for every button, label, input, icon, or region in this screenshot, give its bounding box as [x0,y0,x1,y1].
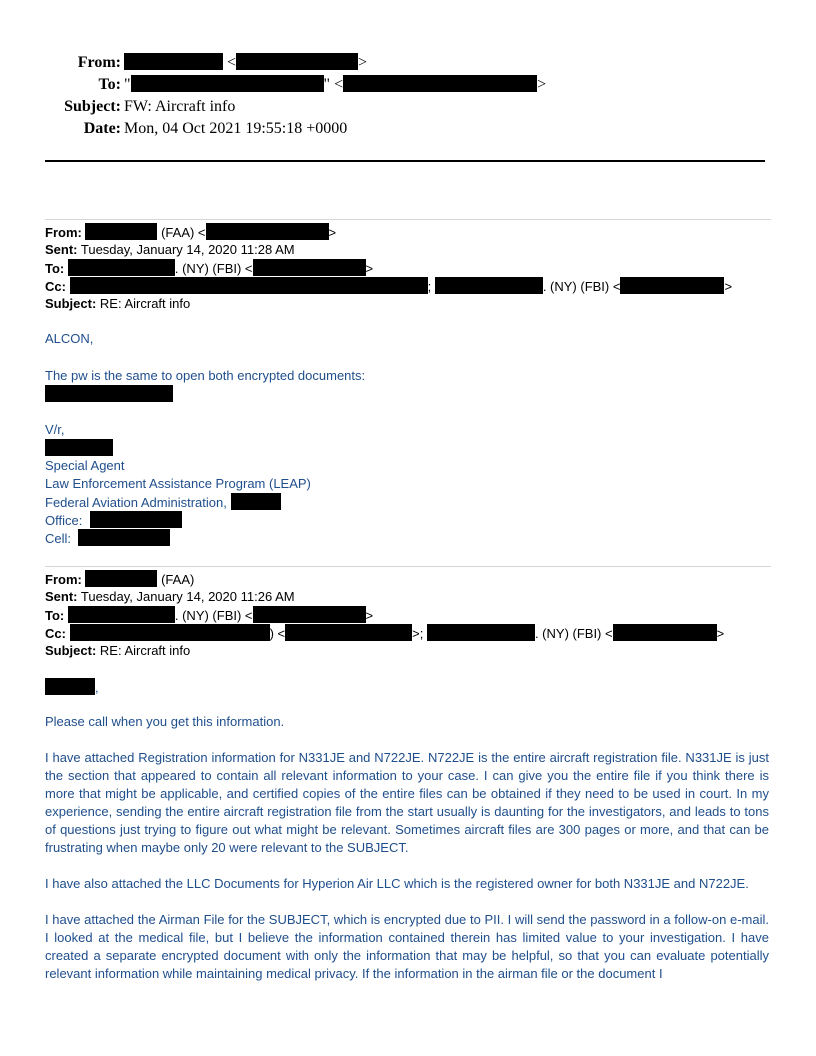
redacted-block [206,223,329,240]
print-from-row: From: < > [0,52,816,74]
print-to-label: To: [98,76,121,93]
message1-signature: V/r, Special Agent Law Enforcement Assistance Program (LEAP) Federal Aviation Administration, Office: Cell: [45,422,311,546]
message2-paragraph: I have attached Registration information for N331JE and N722JE. N722JE is the entire aircraft registration file. N331JE is just the section that appeared to contain all relevant information to your case. I can give you the entire file if you think there is more that might be applicable, and certified copies of the entire files can be obtained if they need to be used in court. In my experience, sending the entire aircraft registration file from the start usually is daunting for the investigators, and leads to tons of questions just trying to figure out what might be relevant. Sometimes aircraft files are 300 pages or more, and that can be frustrating when maybe only 20 were relevant to the SUBJECT. [45,750,769,855]
message2-greeting: , [45,678,771,696]
redacted-block [343,75,537,92]
print-date: Mon, 04 Oct 2021 19:55:18 +0000 [124,120,348,137]
redacted-block [620,277,724,294]
header-divider [45,160,765,162]
redacted-block [45,678,95,695]
message2-sent: Tuesday, January 14, 2020 11:26 AM [80,589,295,604]
redacted-block [253,259,366,276]
message1-greeting: ALCON, [45,331,94,346]
message1-body [45,330,771,348]
print-from-label: From: [77,54,121,71]
message1-sent: Tuesday, January 14, 2020 11:28 AM [80,242,295,257]
redacted-block [253,606,366,623]
message1-header: From: (FAA) < > Sent: Tuesday, January 14, 2020 11:28 AM To: . (NY) (FBI) < > Cc: ; . (NY) (FBI) < > Subject: RE: Aircraft info [45,225,733,311]
redacted-block [124,53,223,70]
redacted-block [131,75,324,92]
redacted-block [427,624,535,641]
redacted-block [68,259,175,276]
message1-subject: RE: Aircraft info [99,296,191,311]
message2-header: From: (FAA) Sent: Tuesday, January 14, 2020 11:26 AM To: . (NY) (FBI) < > Cc: ) < >; . (NY) (FBI) < > Subject: RE: Aircraft info [45,572,725,658]
redacted-block [78,529,170,546]
redacted-block [68,606,175,623]
redacted-block [236,53,358,70]
print-to-row: To: " " < > [0,74,816,96]
redacted-block [45,385,173,402]
print-subject: FW: Aircraft info [124,98,236,115]
message2-subject: RE: Aircraft info [99,643,191,658]
print-date-label: Date: [83,120,121,137]
redacted-block [90,511,182,528]
message-separator [45,566,771,567]
redacted-block [70,277,428,294]
redacted-block [613,624,717,641]
print-subject-row [0,96,816,118]
redacted-block [85,570,157,587]
redacted-block [70,624,270,641]
message-separator [45,219,771,220]
redacted-block [231,493,281,510]
redacted-block [435,277,543,294]
print-subject-label: Subject: [64,98,121,115]
redacted-block [285,624,412,641]
message2-paragraph: I have attached the Airman File for the SUBJECT, which is encrypted due to PII. I will send the password in a follow-on e-mail. I looked at the medical file, but I believe the information contained therein has limited value to your investigation. I have created a separate encrypted document with only the information that may be helpful, so that you can evaluate potentially relevant information while maintaining medical privacy. If the information in the airman file or the document I [45,912,769,981]
redacted-block [85,223,157,240]
redacted-block [45,439,113,456]
print-header [0,52,816,140]
message1-text: The pw is the same to open both encrypted documents: [45,368,366,383]
message2-paragraph: I have also attached the LLC Documents for Hyperion Air LLC which is the registered owner for both N331JE and N722JE. [45,876,749,891]
message2-paragraph: Please call when you get this information. [45,714,285,729]
print-date-row [0,118,816,140]
